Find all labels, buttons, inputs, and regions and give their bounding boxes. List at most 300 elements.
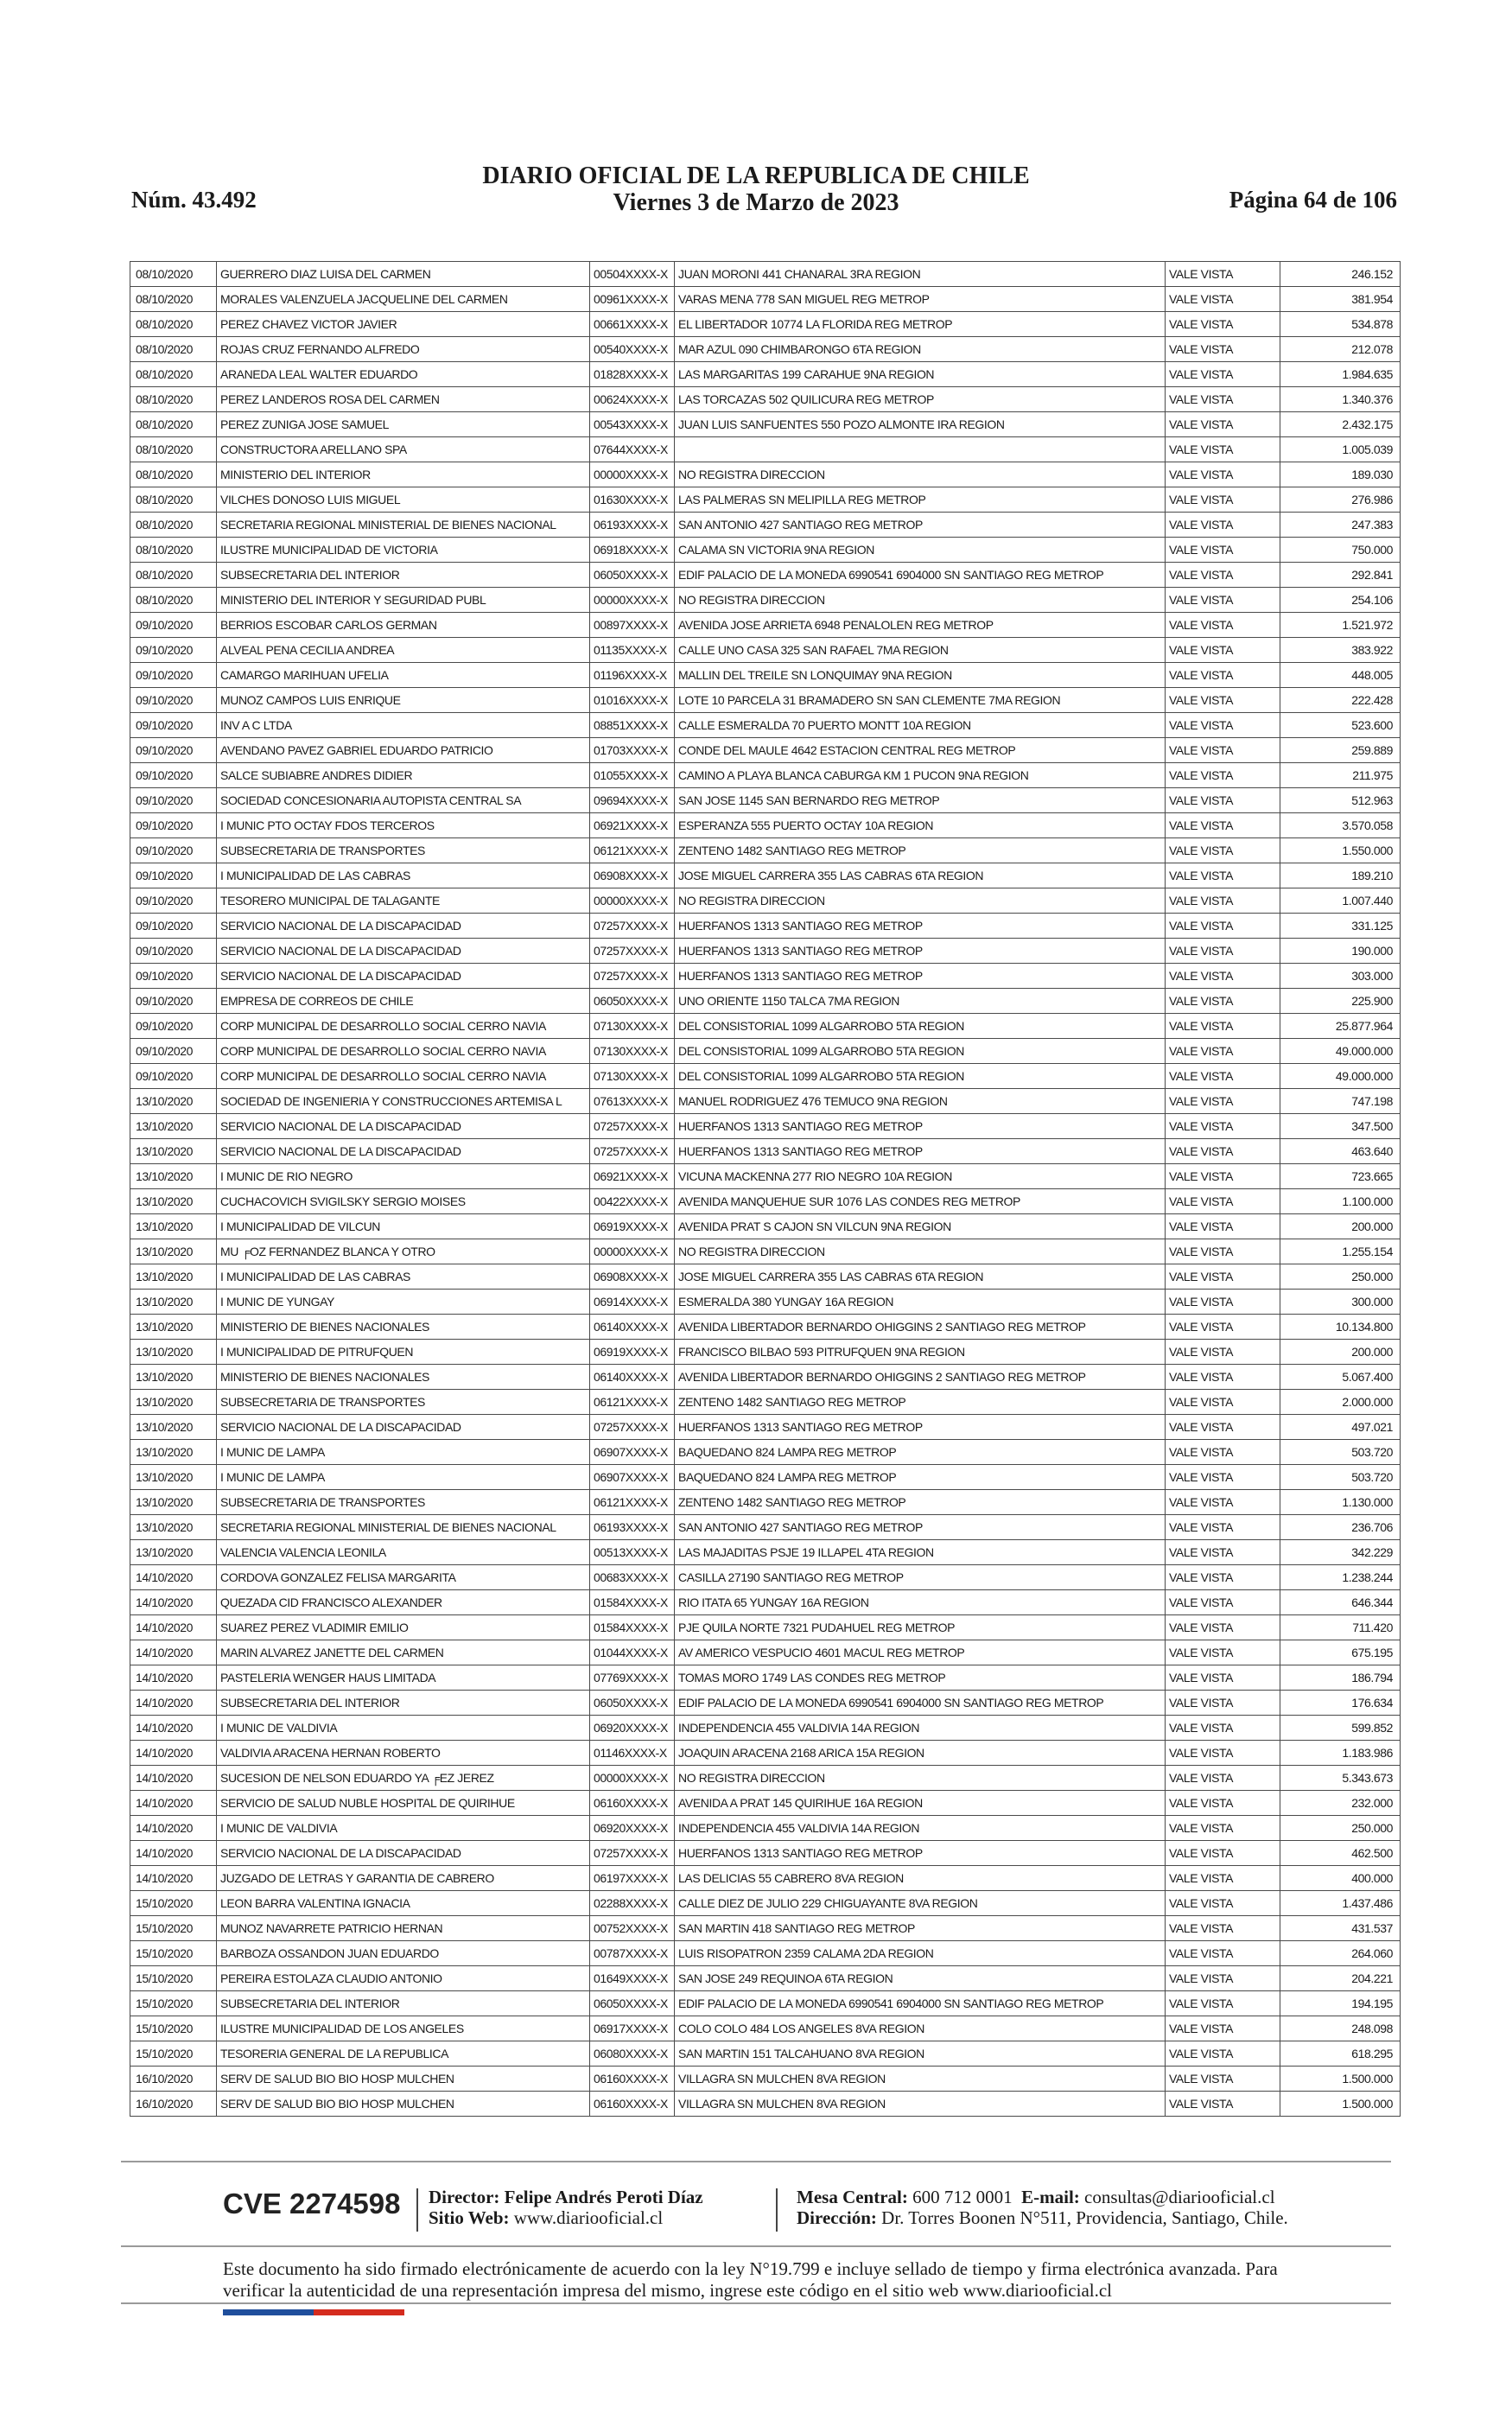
row-amount: 383.922 <box>1280 638 1401 663</box>
row-rut: 00000XXXX-X <box>590 1766 675 1791</box>
row-date: 14/10/2020 <box>130 1640 217 1665</box>
row-amount: 1.340.376 <box>1280 387 1401 412</box>
row-rut: 01196XXXX-X <box>590 663 675 688</box>
row-beneficiary: TESORERO MUNICIPAL DE TALAGANTE <box>217 888 590 914</box>
row-date: 09/10/2020 <box>130 914 217 939</box>
row-date: 09/10/2020 <box>130 788 217 813</box>
table-row <box>130 788 1401 813</box>
row-rut: 00661XXXX-X <box>590 312 675 337</box>
row-beneficiary: I MUNICIPALIDAD DE PITRUFQUEN <box>217 1340 590 1365</box>
row-beneficiary: I MUNICIPALIDAD DE LAS CABRAS <box>217 863 590 888</box>
row-rut: 00000XXXX-X <box>590 1239 675 1264</box>
row-rut: 06050XXXX-X <box>590 989 675 1014</box>
table-row <box>130 1540 1401 1565</box>
row-amount: 5.067.400 <box>1280 1365 1401 1390</box>
footer-contact-block <box>797 2187 1288 2228</box>
row-date: 09/10/2020 <box>130 713 217 738</box>
legal-notice: Este documento ha sido firmado electrónicamente de acuerdo con la ley N°19.799 e incluye sellado de tiempo y firma electrónica avanzada. Para verificar la autenticidad de una representación impresa del mismo, ingrese este código en el sitio web www.diariooficial.cl <box>223 2258 1278 2301</box>
row-payment-type: VALE VISTA <box>1166 713 1280 738</box>
row-amount: 200.000 <box>1280 1340 1401 1365</box>
table-row <box>130 1816 1401 1841</box>
row-rut: 06050XXXX-X <box>590 563 675 588</box>
row-rut: 06050XXXX-X <box>590 1991 675 2016</box>
table-row <box>130 1941 1401 1966</box>
row-amount: 292.841 <box>1280 563 1401 588</box>
row-amount: 232.000 <box>1280 1791 1401 1816</box>
row-date: 14/10/2020 <box>130 1866 217 1891</box>
row-payment-type: VALE VISTA <box>1166 1390 1280 1415</box>
row-address: LAS MARGARITAS 199 CARAHUE 9NA REGION <box>675 362 1166 387</box>
table-row <box>130 1665 1401 1691</box>
row-address: DEL CONSISTORIAL 1099 ALGARROBO 5TA REGION <box>675 1039 1166 1064</box>
row-payment-type: VALE VISTA <box>1166 1916 1280 1941</box>
row-date: 09/10/2020 <box>130 888 217 914</box>
row-date: 14/10/2020 <box>130 1615 217 1640</box>
row-address: HUERFANOS 1313 SANTIAGO REG METROP <box>675 1114 1166 1139</box>
table-row <box>130 1039 1401 1064</box>
row-beneficiary: SUBSECRETARIA DEL INTERIOR <box>217 563 590 588</box>
row-rut: 01630XXXX-X <box>590 487 675 513</box>
row-amount: 190.000 <box>1280 939 1401 964</box>
row-rut: 06919XXXX-X <box>590 1214 675 1239</box>
table-row <box>130 2016 1401 2041</box>
row-date: 13/10/2020 <box>130 1114 217 1139</box>
row-payment-type: VALE VISTA <box>1166 387 1280 412</box>
row-address: LAS PALMERAS SN MELIPILLA REG METROP <box>675 487 1166 513</box>
row-beneficiary: JUZGADO DE LETRAS Y GARANTIA DE CABRERO <box>217 1866 590 1891</box>
row-rut: 06921XXXX-X <box>590 1164 675 1189</box>
row-payment-type: VALE VISTA <box>1166 1214 1280 1239</box>
row-beneficiary: ROJAS CRUZ FERNANDO ALFREDO <box>217 337 590 362</box>
row-amount: 723.665 <box>1280 1164 1401 1189</box>
row-payment-type: VALE VISTA <box>1166 1315 1280 1340</box>
row-rut: 08851XXXX-X <box>590 713 675 738</box>
row-beneficiary: SERVICIO NACIONAL DE LA DISCAPACIDAD <box>217 1415 590 1440</box>
cve-code: CVE 2274598 <box>223 2188 401 2219</box>
table-row <box>130 1139 1401 1164</box>
table-row <box>130 1741 1401 1766</box>
row-payment-type: VALE VISTA <box>1166 262 1280 287</box>
row-beneficiary: SERVICIO NACIONAL DE LA DISCAPACIDAD <box>217 1841 590 1866</box>
table-row <box>130 487 1401 513</box>
row-date: 15/10/2020 <box>130 2041 217 2067</box>
row-amount: 250.000 <box>1280 1816 1401 1841</box>
row-rut: 01055XXXX-X <box>590 763 675 788</box>
table-row <box>130 763 1401 788</box>
row-beneficiary: CORP MUNICIPAL DE DESARROLLO SOCIAL CERRO NAVIA <box>217 1064 590 1089</box>
row-beneficiary: SERV DE SALUD BIO BIO HOSP MULCHEN <box>217 2092 590 2117</box>
row-amount: 750.000 <box>1280 538 1401 563</box>
row-date: 08/10/2020 <box>130 287 217 312</box>
row-payment-type: VALE VISTA <box>1166 1540 1280 1565</box>
row-rut: 06121XXXX-X <box>590 1390 675 1415</box>
row-rut: 01135XXXX-X <box>590 638 675 663</box>
row-beneficiary: QUEZADA CID FRANCISCO ALEXANDER <box>217 1590 590 1615</box>
publication-title: DIARIO OFICIAL DE LA REPUBLICA DE CHILE <box>482 162 1030 189</box>
email-link[interactable]: consultas@diariooficial.cl <box>1084 2187 1275 2207</box>
row-rut: 01649XXXX-X <box>590 1966 675 1991</box>
row-address: LAS DELICIAS 55 CABRERO 8VA REGION <box>675 1866 1166 1891</box>
row-payment-type: VALE VISTA <box>1166 1064 1280 1089</box>
row-amount: 222.428 <box>1280 688 1401 713</box>
table-row <box>130 1290 1401 1315</box>
row-address: AV AMERICO VESPUCIO 4601 MACUL REG METROP <box>675 1640 1166 1665</box>
row-rut: 06917XXXX-X <box>590 2016 675 2041</box>
row-amount: 1.550.000 <box>1280 838 1401 863</box>
row-address: VICUNA MACKENNA 277 RIO NEGRO 10A REGION <box>675 1164 1166 1189</box>
row-address: MANUEL RODRIGUEZ 476 TEMUCO 9NA REGION <box>675 1089 1166 1114</box>
table-row <box>130 1089 1401 1114</box>
row-payment-type: VALE VISTA <box>1166 538 1280 563</box>
row-amount: 300.000 <box>1280 1290 1401 1315</box>
row-amount: 618.295 <box>1280 2041 1401 2067</box>
row-amount: 204.221 <box>1280 1966 1401 1991</box>
row-amount: 194.195 <box>1280 1991 1401 2016</box>
row-payment-type: VALE VISTA <box>1166 337 1280 362</box>
row-beneficiary: SUBSECRETARIA DE TRANSPORTES <box>217 838 590 863</box>
table-row <box>130 312 1401 337</box>
phone-label: Mesa Central: <box>797 2187 908 2207</box>
row-address: ESPERANZA 555 PUERTO OCTAY 10A REGION <box>675 813 1166 838</box>
table-row <box>130 1315 1401 1340</box>
row-rut: 02288XXXX-X <box>590 1891 675 1916</box>
row-amount: 248.098 <box>1280 2016 1401 2041</box>
row-payment-type: VALE VISTA <box>1166 1515 1280 1540</box>
row-date: 09/10/2020 <box>130 763 217 788</box>
row-date: 13/10/2020 <box>130 1515 217 1540</box>
row-payment-type: VALE VISTA <box>1166 688 1280 713</box>
row-address: CAMINO A PLAYA BLANCA CABURGA KM 1 PUCON 9NA REGION <box>675 763 1166 788</box>
row-rut: 01584XXXX-X <box>590 1615 675 1640</box>
row-address: NO REGISTRA DIRECCION <box>675 588 1166 613</box>
row-beneficiary: I MUNICIPALIDAD DE VILCUN <box>217 1214 590 1239</box>
row-amount: 646.344 <box>1280 1590 1401 1615</box>
row-address: CASILLA 27190 SANTIAGO REG METROP <box>675 1565 1166 1590</box>
row-beneficiary: SUBSECRETARIA DE TRANSPORTES <box>217 1490 590 1515</box>
row-payment-type: VALE VISTA <box>1166 1590 1280 1615</box>
row-date: 08/10/2020 <box>130 462 217 487</box>
row-address: NO REGISTRA DIRECCION <box>675 462 1166 487</box>
table-row <box>130 688 1401 713</box>
row-address: SAN JOSE 249 REQUINOA 6TA REGION <box>675 1966 1166 1991</box>
row-address: NO REGISTRA DIRECCION <box>675 888 1166 914</box>
row-date: 14/10/2020 <box>130 1691 217 1716</box>
table-row <box>130 437 1401 462</box>
director-name: Felipe Andrés Peroti Díaz <box>504 2187 703 2207</box>
row-address: JUAN LUIS SANFUENTES 550 POZO ALMONTE IRA REGION <box>675 412 1166 437</box>
row-beneficiary: MUNOZ CAMPOS LUIS ENRIQUE <box>217 688 590 713</box>
row-address <box>675 437 1166 462</box>
row-address: SAN JOSE 1145 SAN BERNARDO REG METROP <box>675 788 1166 813</box>
row-address: VILLAGRA SN MULCHEN 8VA REGION <box>675 2067 1166 2092</box>
table-row <box>130 2067 1401 2092</box>
row-payment-type: VALE VISTA <box>1166 613 1280 638</box>
row-amount: 247.383 <box>1280 513 1401 538</box>
table-row <box>130 1164 1401 1189</box>
row-address: COLO COLO 484 LOS ANGELES 8VA REGION <box>675 2016 1166 2041</box>
table-row <box>130 462 1401 487</box>
row-address: DEL CONSISTORIAL 1099 ALGARROBO 5TA REGION <box>675 1064 1166 1089</box>
row-amount: 747.198 <box>1280 1089 1401 1114</box>
row-payment-type: VALE VISTA <box>1166 1290 1280 1315</box>
row-rut: 00752XXXX-X <box>590 1916 675 1941</box>
row-beneficiary: SUBSECRETARIA DEL INTERIOR <box>217 1691 590 1716</box>
row-rut: 06918XXXX-X <box>590 538 675 563</box>
row-amount: 1.130.000 <box>1280 1490 1401 1515</box>
row-amount: 431.537 <box>1280 1916 1401 1941</box>
table-row <box>130 1490 1401 1515</box>
row-amount: 331.125 <box>1280 914 1401 939</box>
row-address: CALAMA SN VICTORIA 9NA REGION <box>675 538 1166 563</box>
email-label: E-mail: <box>1021 2187 1080 2207</box>
row-payment-type: VALE VISTA <box>1166 1565 1280 1590</box>
row-date: 13/10/2020 <box>130 1365 217 1390</box>
row-rut: 00504XXXX-X <box>590 262 675 287</box>
row-beneficiary: BARBOZA OSSANDON JUAN EDUARDO <box>217 1941 590 1966</box>
table-row <box>130 1465 1401 1490</box>
row-date: 15/10/2020 <box>130 1966 217 1991</box>
row-amount: 1.500.000 <box>1280 2092 1401 2117</box>
row-amount: 225.900 <box>1280 989 1401 1014</box>
row-address: JOSE MIGUEL CARRERA 355 LAS CABRAS 6TA REGION <box>675 1264 1166 1290</box>
table-row <box>130 838 1401 863</box>
table-row <box>130 914 1401 939</box>
table-row <box>130 613 1401 638</box>
row-beneficiary: INV A C LTDA <box>217 713 590 738</box>
row-address: CONDE DEL MAULE 4642 ESTACION CENTRAL REG METROP <box>675 738 1166 763</box>
row-amount: 599.852 <box>1280 1716 1401 1741</box>
table-row <box>130 888 1401 914</box>
row-payment-type: VALE VISTA <box>1166 1816 1280 1841</box>
table-row <box>130 1691 1401 1716</box>
web-link[interactable]: www.diariooficial.cl <box>513 2207 664 2228</box>
row-address: JUAN MORONI 441 CHANARAL 3RA REGION <box>675 262 1166 287</box>
table-row <box>130 1891 1401 1916</box>
row-payment-type: VALE VISTA <box>1166 1716 1280 1741</box>
row-amount: 10.134.800 <box>1280 1315 1401 1340</box>
row-rut: 06160XXXX-X <box>590 1791 675 1816</box>
row-address: HUERFANOS 1313 SANTIAGO REG METROP <box>675 914 1166 939</box>
table-row <box>130 1766 1401 1791</box>
footer-separator <box>416 2188 418 2232</box>
row-rut: 07130XXXX-X <box>590 1039 675 1064</box>
row-beneficiary: SERVICIO NACIONAL DE LA DISCAPACIDAD <box>217 964 590 989</box>
table-row <box>130 1615 1401 1640</box>
row-beneficiary: TESORERIA GENERAL DE LA REPUBLICA <box>217 2041 590 2067</box>
row-date: 09/10/2020 <box>130 1014 217 1039</box>
row-payment-type: VALE VISTA <box>1166 1089 1280 1114</box>
row-payment-type: VALE VISTA <box>1166 1139 1280 1164</box>
row-rut: 06914XXXX-X <box>590 1290 675 1315</box>
row-address: VILLAGRA SN MULCHEN 8VA REGION <box>675 2092 1166 2117</box>
row-rut: 06907XXXX-X <box>590 1440 675 1465</box>
row-payment-type: VALE VISTA <box>1166 863 1280 888</box>
row-date: 13/10/2020 <box>130 1089 217 1114</box>
table-row <box>130 337 1401 362</box>
page-number: Página 64 de 106 <box>1229 187 1397 213</box>
row-beneficiary: LEON BARRA VALENTINA IGNACIA <box>217 1891 590 1916</box>
row-beneficiary: AVENDANO PAVEZ GABRIEL EDUARDO PATRICIO <box>217 738 590 763</box>
flag-stripe-blue <box>223 2309 314 2315</box>
row-amount: 523.600 <box>1280 713 1401 738</box>
row-address: JOAQUIN ARACENA 2168 ARICA 15A REGION <box>675 1741 1166 1766</box>
row-amount: 303.000 <box>1280 964 1401 989</box>
row-date: 14/10/2020 <box>130 1766 217 1791</box>
row-date: 08/10/2020 <box>130 513 217 538</box>
row-payment-type: VALE VISTA <box>1166 788 1280 813</box>
table-row <box>130 1365 1401 1390</box>
row-date: 14/10/2020 <box>130 1590 217 1615</box>
table-row <box>130 1716 1401 1741</box>
row-amount: 1.500.000 <box>1280 2067 1401 2092</box>
row-rut: 00543XXXX-X <box>590 412 675 437</box>
row-beneficiary: CORDOVA GONZALEZ FELISA MARGARITA <box>217 1565 590 1590</box>
row-payment-type: VALE VISTA <box>1166 1841 1280 1866</box>
row-rut: 00787XXXX-X <box>590 1941 675 1966</box>
row-date: 14/10/2020 <box>130 1791 217 1816</box>
row-date: 15/10/2020 <box>130 1941 217 1966</box>
row-payment-type: VALE VISTA <box>1166 738 1280 763</box>
row-date: 13/10/2020 <box>130 1490 217 1515</box>
table-row <box>130 1565 1401 1590</box>
row-address: HUERFANOS 1313 SANTIAGO REG METROP <box>675 1415 1166 1440</box>
row-address: AVENIDA LIBERTADOR BERNARDO OHIGGINS 2 SANTIAGO REG METROP <box>675 1315 1166 1340</box>
row-address: SAN ANTONIO 427 SANTIAGO REG METROP <box>675 513 1166 538</box>
row-amount: 189.030 <box>1280 462 1401 487</box>
row-address: BAQUEDANO 824 LAMPA REG METROP <box>675 1440 1166 1465</box>
row-payment-type: VALE VISTA <box>1166 1440 1280 1465</box>
row-payment-type: VALE VISTA <box>1166 964 1280 989</box>
row-payment-type: VALE VISTA <box>1166 1415 1280 1440</box>
row-payment-type: VALE VISTA <box>1166 362 1280 387</box>
row-amount: 503.720 <box>1280 1465 1401 1490</box>
row-date: 13/10/2020 <box>130 1465 217 1490</box>
row-amount: 381.954 <box>1280 287 1401 312</box>
row-date: 08/10/2020 <box>130 337 217 362</box>
row-amount: 259.889 <box>1280 738 1401 763</box>
row-beneficiary: SUAREZ PEREZ VLADIMIR EMILIO <box>217 1615 590 1640</box>
table-row <box>130 863 1401 888</box>
row-rut: 00513XXXX-X <box>590 1540 675 1565</box>
row-date: 09/10/2020 <box>130 1064 217 1089</box>
row-date: 09/10/2020 <box>130 738 217 763</box>
row-payment-type: VALE VISTA <box>1166 1966 1280 1991</box>
row-date: 09/10/2020 <box>130 838 217 863</box>
row-date: 08/10/2020 <box>130 312 217 337</box>
row-rut: 06920XXXX-X <box>590 1816 675 1841</box>
row-address: RIO ITATA 65 YUNGAY 16A REGION <box>675 1590 1166 1615</box>
table-row <box>130 387 1401 412</box>
row-rut: 00624XXXX-X <box>590 387 675 412</box>
row-address: LAS MAJADITAS PSJE 19 ILLAPEL 4TA REGION <box>675 1540 1166 1565</box>
row-beneficiary: I MUNIC DE LAMPA <box>217 1465 590 1490</box>
row-payment-type: VALE VISTA <box>1166 2092 1280 2117</box>
row-payment-type: VALE VISTA <box>1166 1264 1280 1290</box>
row-date: 09/10/2020 <box>130 638 217 663</box>
row-beneficiary: ALVEAL PENA CECILIA ANDREA <box>217 638 590 663</box>
row-rut: 06121XXXX-X <box>590 838 675 863</box>
row-date: 09/10/2020 <box>130 663 217 688</box>
row-rut: 00540XXXX-X <box>590 337 675 362</box>
row-address: EDIF PALACIO DE LA MONEDA 6990541 6904000 SN SANTIAGO REG METROP <box>675 563 1166 588</box>
table-row <box>130 1014 1401 1039</box>
row-amount: 212.078 <box>1280 337 1401 362</box>
row-date: 13/10/2020 <box>130 1340 217 1365</box>
row-payment-type: VALE VISTA <box>1166 287 1280 312</box>
row-payment-type: VALE VISTA <box>1166 1866 1280 1891</box>
row-beneficiary: SOCIEDAD CONCESIONARIA AUTOPISTA CENTRAL SA <box>217 788 590 813</box>
row-address: ESMERALDA 380 YUNGAY 16A REGION <box>675 1290 1166 1315</box>
row-amount: 189.210 <box>1280 863 1401 888</box>
row-beneficiary: SUBSECRETARIA DE TRANSPORTES <box>217 1390 590 1415</box>
row-rut: 06197XXXX-X <box>590 1866 675 1891</box>
row-date: 09/10/2020 <box>130 613 217 638</box>
row-amount: 1.255.154 <box>1280 1239 1401 1264</box>
row-address: EL LIBERTADOR 10774 LA FLORIDA REG METROP <box>675 312 1166 337</box>
row-date: 15/10/2020 <box>130 1991 217 2016</box>
table-row <box>130 362 1401 387</box>
table-row <box>130 1991 1401 2016</box>
row-beneficiary: PEREZ ZUNIGA JOSE SAMUEL <box>217 412 590 437</box>
row-beneficiary: I MUNICIPALIDAD DE LAS CABRAS <box>217 1264 590 1290</box>
row-date: 13/10/2020 <box>130 1239 217 1264</box>
row-beneficiary: I MUNIC DE VALDIVIA <box>217 1716 590 1741</box>
table-row <box>130 638 1401 663</box>
row-rut: 06908XXXX-X <box>590 1264 675 1290</box>
row-amount: 276.986 <box>1280 487 1401 513</box>
row-payment-type: VALE VISTA <box>1166 939 1280 964</box>
row-amount: 1.238.244 <box>1280 1565 1401 1590</box>
row-payment-type: VALE VISTA <box>1166 1615 1280 1640</box>
row-address: LOTE 10 PARCELA 31 BRAMADERO SN SAN CLEMENTE 7MA REGION <box>675 688 1166 713</box>
row-amount: 711.420 <box>1280 1615 1401 1640</box>
table-row <box>130 1340 1401 1365</box>
table-row <box>130 1841 1401 1866</box>
row-date: 08/10/2020 <box>130 437 217 462</box>
row-date: 16/10/2020 <box>130 2092 217 2117</box>
row-beneficiary: I MUNIC DE LAMPA <box>217 1440 590 1465</box>
row-beneficiary: SERVICIO NACIONAL DE LA DISCAPACIDAD <box>217 1139 590 1164</box>
row-beneficiary: I MUNIC DE YUNGAY <box>217 1290 590 1315</box>
row-rut: 07257XXXX-X <box>590 964 675 989</box>
row-rut: 06140XXXX-X <box>590 1315 675 1340</box>
row-payment-type: VALE VISTA <box>1166 1991 1280 2016</box>
table-row <box>130 1114 1401 1139</box>
row-rut: 06121XXXX-X <box>590 1490 675 1515</box>
row-amount: 400.000 <box>1280 1866 1401 1891</box>
row-address: JOSE MIGUEL CARRERA 355 LAS CABRAS 6TA REGION <box>675 863 1166 888</box>
row-rut: 01044XXXX-X <box>590 1640 675 1665</box>
row-address: SAN MARTIN 151 TALCAHUANO 8VA REGION <box>675 2041 1166 2067</box>
row-amount: 675.195 <box>1280 1640 1401 1665</box>
row-beneficiary: I MUNIC DE RIO NEGRO <box>217 1164 590 1189</box>
row-beneficiary: I MUNIC PTO OCTAY FDOS TERCEROS <box>217 813 590 838</box>
row-amount: 534.878 <box>1280 312 1401 337</box>
row-beneficiary: SUCESION DE NELSON EDUARDO YA ╒EZ JEREZ <box>217 1766 590 1791</box>
row-date: 08/10/2020 <box>130 538 217 563</box>
row-payment-type: VALE VISTA <box>1166 312 1280 337</box>
row-rut: 07769XXXX-X <box>590 1665 675 1691</box>
row-date: 14/10/2020 <box>130 1841 217 1866</box>
row-payment-type: VALE VISTA <box>1166 2067 1280 2092</box>
row-rut: 01146XXXX-X <box>590 1741 675 1766</box>
row-beneficiary: SECRETARIA REGIONAL MINISTERIAL DE BIENES NACIONAL <box>217 1515 590 1540</box>
row-beneficiary: SERV DE SALUD BIO BIO HOSP MULCHEN <box>217 2067 590 2092</box>
row-payment-type: VALE VISTA <box>1166 1114 1280 1139</box>
table-row <box>130 813 1401 838</box>
row-payment-type: VALE VISTA <box>1166 487 1280 513</box>
row-date: 15/10/2020 <box>130 1891 217 1916</box>
